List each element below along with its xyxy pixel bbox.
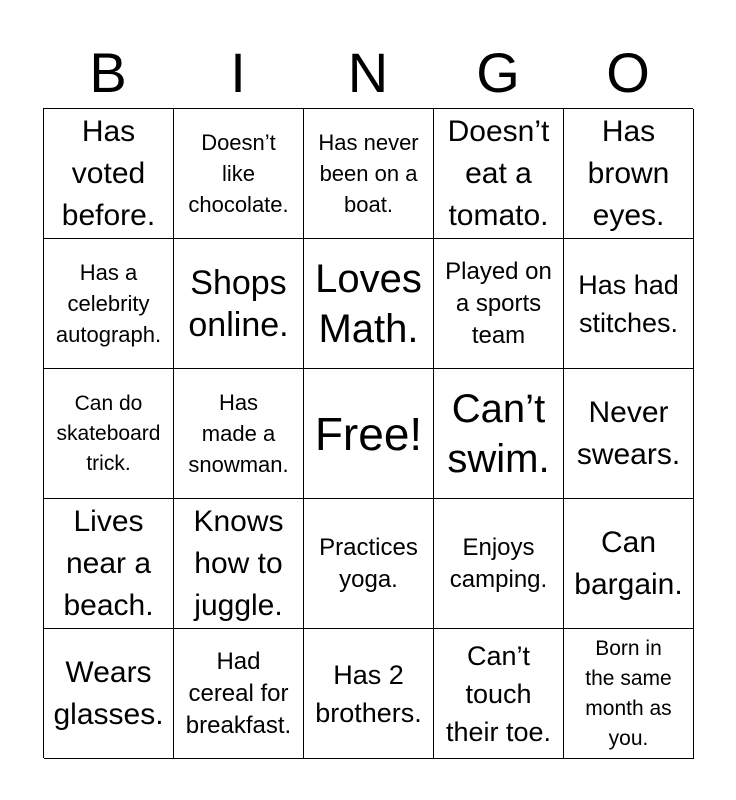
- bingo-cell[interactable]: [434, 369, 564, 499]
- bingo-cell[interactable]: [174, 629, 304, 759]
- cell-text: Loves Math.: [315, 256, 422, 351]
- bingo-cell[interactable]: [44, 499, 174, 629]
- cell-text: Born in the same month as you.: [585, 636, 672, 750]
- bingo-cell[interactable]: [564, 629, 694, 759]
- cell-text: Knows how to juggle.: [193, 504, 284, 622]
- bingo-cell[interactable]: [564, 109, 694, 239]
- cell-text: Can’t swim.: [447, 386, 550, 481]
- bingo-cell[interactable]: [174, 109, 304, 239]
- bingo-header: [43, 38, 693, 108]
- cell-text: Can’t touch their toe.: [445, 640, 552, 747]
- cell-text: Doesn’t like chocolate.: [188, 130, 289, 217]
- header-letter-n: N: [347, 41, 389, 104]
- cell-text: Played on a sports team: [445, 257, 552, 349]
- cell-text: Can do skateboard trick.: [56, 391, 161, 475]
- bingo-cell[interactable]: [434, 239, 564, 369]
- bingo-cell[interactable]: [304, 499, 434, 629]
- cell-text: Practices yoga.: [319, 533, 418, 593]
- cell-text: Enjoys camping.: [449, 533, 548, 593]
- cell-text: Has voted before.: [61, 114, 156, 232]
- bingo-cell[interactable]: [44, 109, 174, 239]
- cell-text: Has 2 brothers.: [315, 659, 422, 728]
- bingo-cell[interactable]: [564, 499, 694, 629]
- bingo-cell[interactable]: [174, 239, 304, 369]
- bingo-cell[interactable]: [44, 239, 174, 369]
- cell-text: Has had stitches.: [578, 269, 679, 338]
- header-letter-g: G: [476, 41, 520, 104]
- cell-text: Has made a snowman.: [188, 390, 289, 477]
- cell-text: Can bargain.: [574, 525, 683, 601]
- bingo-cell[interactable]: [434, 629, 564, 759]
- bingo-cell[interactable]: [564, 369, 694, 499]
- free-space-text: Free!: [314, 407, 423, 460]
- cell-text: Lives near a beach.: [63, 504, 154, 622]
- bingo-cell[interactable]: [44, 369, 174, 499]
- cell-text: Had cereal for breakfast.: [185, 647, 292, 739]
- bingo-cell[interactable]: [44, 629, 174, 759]
- cell-text: Doesn’t eat a tomato.: [447, 114, 550, 232]
- bingo-cell[interactable]: [304, 109, 434, 239]
- bingo-cell[interactable]: [174, 499, 304, 629]
- cell-text: Never swears.: [576, 395, 681, 471]
- cell-text: Has brown eyes.: [587, 114, 670, 232]
- header-letter-i: I: [230, 41, 246, 104]
- header-letter-b: B: [89, 41, 127, 104]
- bingo-cell[interactable]: [564, 239, 694, 369]
- bingo-cell[interactable]: [304, 629, 434, 759]
- bingo-cell[interactable]: [434, 109, 564, 239]
- cell-text: Shops online.: [188, 263, 289, 344]
- header-letter-o: O: [606, 41, 650, 104]
- bingo-cell[interactable]: [304, 239, 434, 369]
- cell-text: Wears glasses.: [53, 655, 164, 731]
- bingo-cell[interactable]: [174, 369, 304, 499]
- free-space-cell[interactable]: [304, 369, 434, 499]
- bingo-cell[interactable]: [434, 499, 564, 629]
- bingo-grid: [43, 108, 693, 758]
- cell-text: Has a celebrity autograph.: [55, 260, 162, 347]
- cell-text: Has never been on a boat.: [318, 130, 419, 217]
